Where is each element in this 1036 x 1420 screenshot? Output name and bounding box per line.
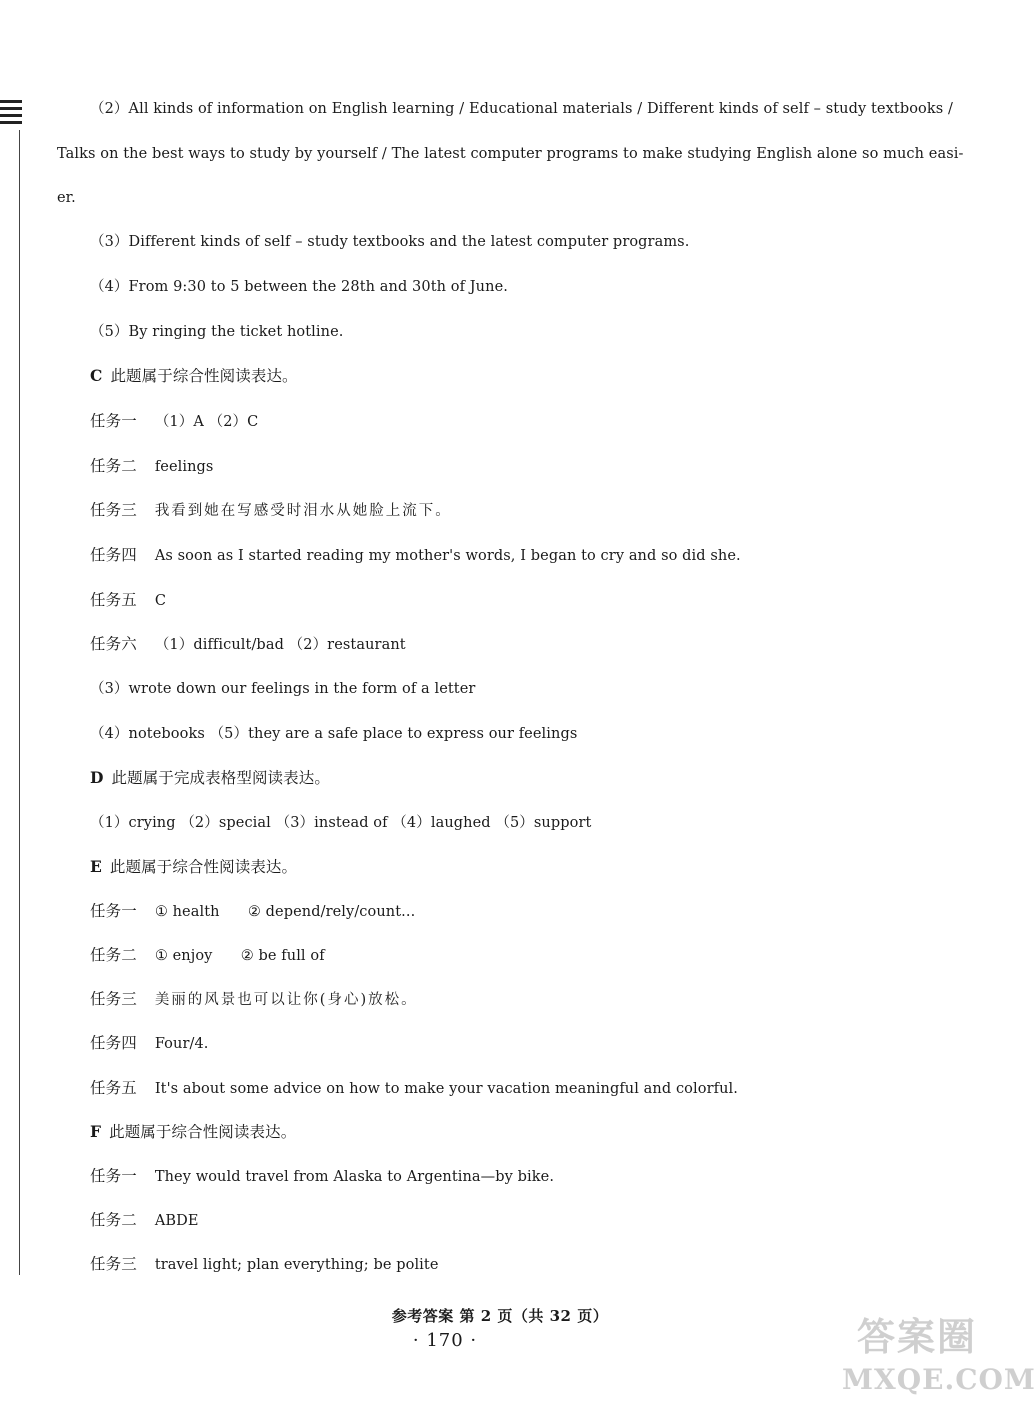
task-label: 任务二 [90, 1211, 137, 1229]
task-value: They would travel from Alaska to Argentina—by bike. [154, 1169, 555, 1185]
task-f1 [90, 1166, 554, 1187]
section-title: 此题属于综合性阅读表达。 [109, 1123, 297, 1141]
watermark-cn: 答案圈 [856, 1314, 977, 1359]
task-value: （1）difficult/bad （2）restaurant [154, 637, 406, 653]
section-letter: C [90, 366, 103, 385]
task-f2 [90, 1210, 199, 1231]
task-value: 我看到她在写感受时泪水从她脸上流下。 [154, 503, 452, 519]
task-label: 任务五 [90, 1079, 137, 1097]
task-c6 [90, 634, 406, 655]
task-value: As soon as I started reading my mother's words, I began to cry and so did she. [154, 548, 741, 564]
task-e4 [90, 1033, 209, 1054]
task-label: 任务四 [90, 1034, 137, 1052]
task-c6-line2: （3）wrote down our feelings in the form of a letter [90, 681, 476, 697]
task-label: 任务三 [90, 501, 137, 519]
task-label: 任务四 [90, 546, 137, 564]
task-value: C [154, 593, 167, 609]
task-label: 任务六 [90, 635, 137, 653]
page-number: · 170 · [412, 1330, 478, 1351]
task-label: 任务二 [90, 946, 137, 964]
task-label: 任务一 [90, 902, 137, 920]
watermark-en: MXQE.COM [842, 1363, 1036, 1396]
task-label: 任务五 [90, 591, 137, 609]
task-e5 [90, 1078, 738, 1099]
task-value: feelings [154, 459, 214, 475]
binding-edge-marks [0, 100, 22, 128]
answer-b2-line2: Talks on the best ways to study by yourself / The latest computer programs to make studying English alone so much easi- [57, 146, 964, 162]
task-c3 [90, 500, 452, 521]
section-c-heading [90, 366, 298, 386]
section-letter: D [90, 768, 104, 787]
task-label: 任务一 [90, 1167, 137, 1185]
task-c4 [90, 545, 741, 566]
section-d-heading [90, 768, 330, 788]
task-e1 [90, 901, 415, 922]
section-letter: F [90, 1122, 102, 1141]
task-value: （1）A （2）C [154, 414, 259, 430]
page-footer-caption: 参考答案 第 2 页（共 32 页） [391, 1307, 609, 1325]
task-f3 [90, 1254, 439, 1275]
task-c2 [90, 456, 213, 477]
binding-edge-line [19, 130, 20, 1275]
task-value: 美丽的风景也可以让你(身心)放松。 [154, 992, 418, 1008]
task-label: 任务二 [90, 457, 137, 475]
section-title: 此题属于综合性阅读表达。 [110, 367, 298, 385]
answer-b2-line3: er. [57, 190, 76, 206]
section-f-heading [90, 1122, 296, 1142]
section-letter: E [90, 857, 102, 876]
task-label: 任务三 [90, 990, 137, 1008]
site-watermark [842, 1312, 1036, 1412]
section-title: 此题属于综合性阅读表达。 [109, 858, 298, 876]
task-value: travel light; plan everything; be polite [154, 1257, 439, 1273]
task-value: It's about some advice on how to make your vacation meaningful and colorful. [154, 1081, 738, 1097]
section-title: 此题属于完成表格型阅读表达。 [111, 769, 330, 787]
answer-b5: （5）By ringing the ticket hotline. [90, 324, 344, 340]
task-label: 任务一 [90, 412, 137, 430]
task-value: ① enjoy ② be full of [154, 948, 325, 964]
task-c5 [90, 590, 166, 611]
section-e-heading [90, 857, 297, 877]
task-value: Four/4. [154, 1036, 209, 1052]
answer-b4: （4）From 9:30 to 5 between the 28th and 30th of June. [90, 279, 508, 295]
answer-b2-line1: （2）All kinds of information on English learning / Educational materials / Different kinds of self – study textbooks / [90, 101, 953, 117]
task-label: 任务三 [90, 1255, 137, 1273]
task-e3 [90, 989, 418, 1010]
task-value: ① health ② depend/rely/count... [154, 904, 416, 920]
task-c6-line3: （4）notebooks （5）they are a safe place to express our feelings [90, 726, 578, 742]
task-c1 [90, 411, 258, 432]
answer-b3: （3）Different kinds of self – study textbooks and the latest computer programs. [90, 234, 690, 250]
answer-d: （1）crying （2）special （3）instead of （4）laughed （5）support [90, 815, 592, 831]
task-value: ABDE [154, 1213, 199, 1229]
task-e2 [90, 945, 325, 966]
